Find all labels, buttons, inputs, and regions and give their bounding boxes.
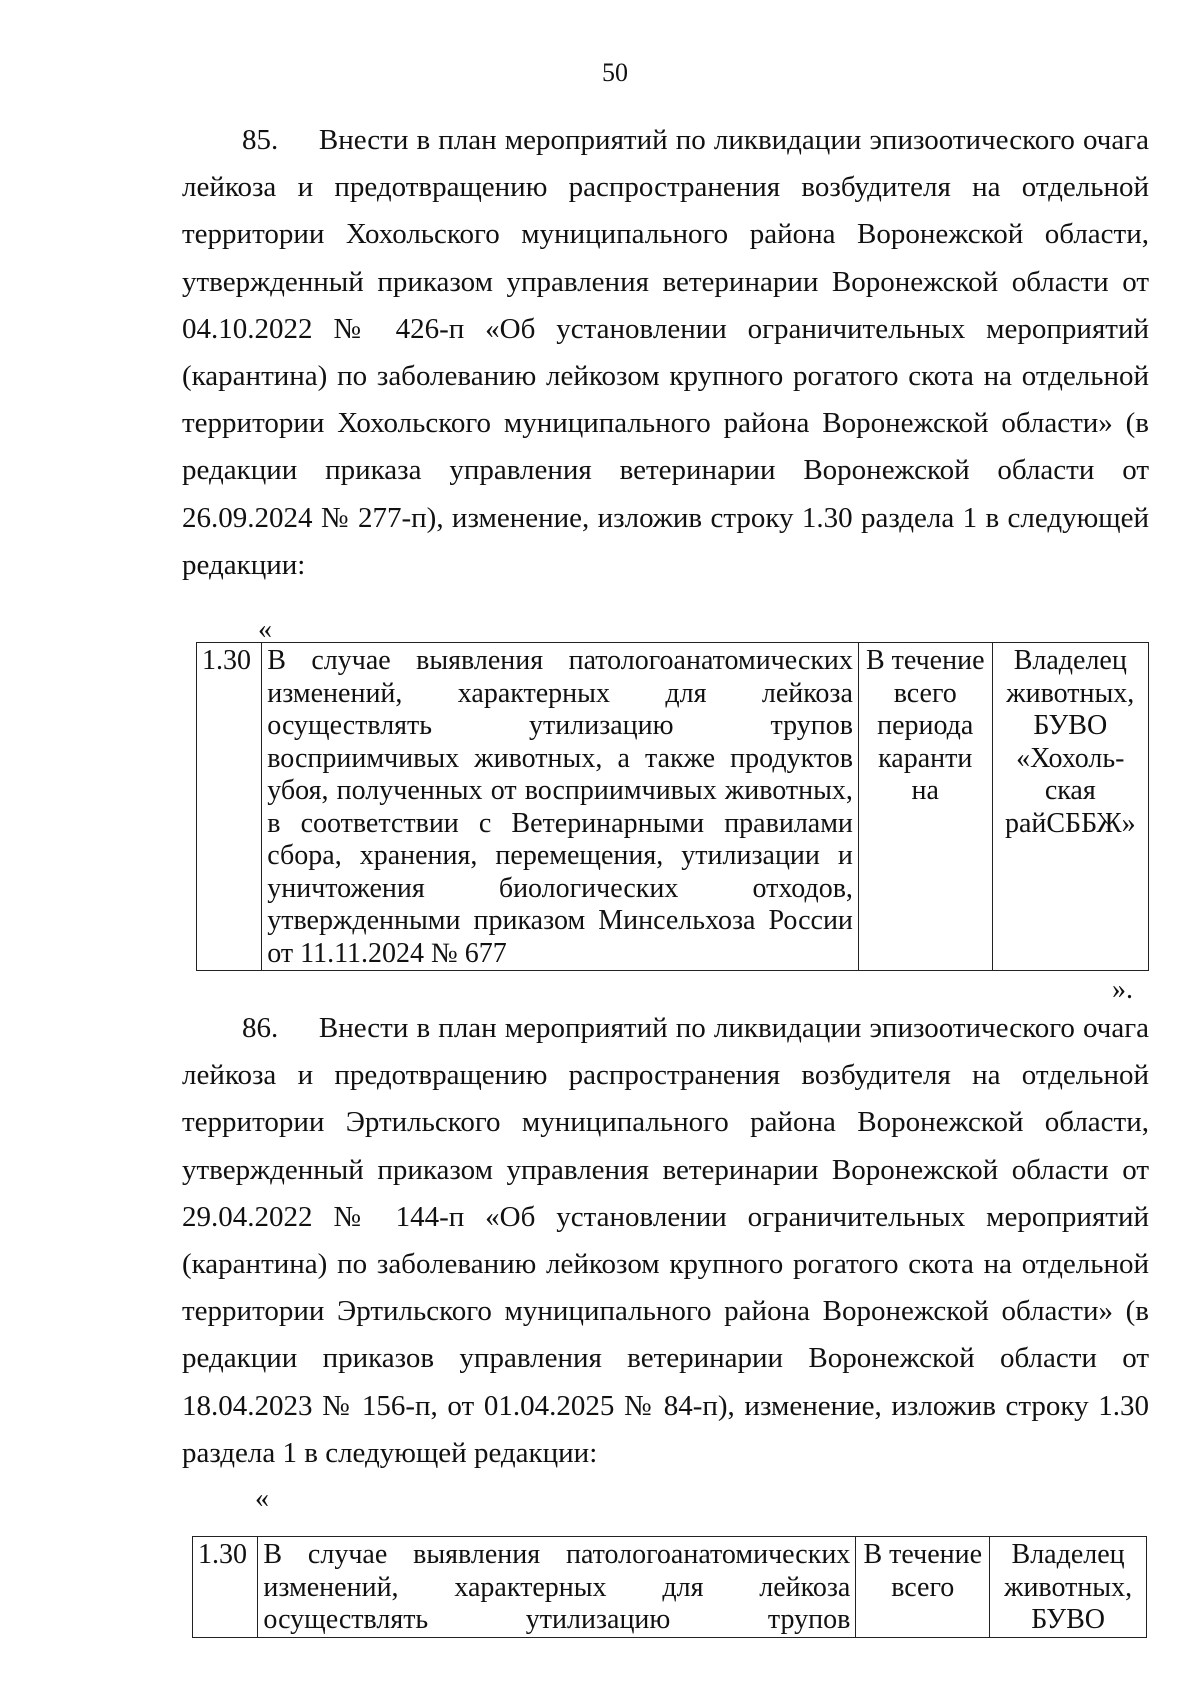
measure-text-cell: В случае выявления патологоанатомических изменений, характерных для лейкоза осуществлять утилизацию трупов bbox=[258, 1537, 856, 1638]
paragraph-86: 86. Внести в план мероприятий по ликвидации эпизоотического очага лейкоза и предотвращению распространения возбудителя на отдельной территории Эртильского муниципального района Воронежской области, утвержденный приказом управления ветеринарии Воронежской области от 29.04.2022 № 144-п «Об установлении ограничительных мероприятий (карантина) по заболеванию лейкозом крупного рогатого скота на отдельной территории Эртильского муниципального района Воронежской области» (в редакции приказов управления ветеринарии Воронежской области от 18.04.2023 № 156-п, от 01.04.2025 № 84-п), изменение, изложив строку 1.30 раздела 1 в следующей редакции: bbox=[182, 1012, 1149, 1469]
term-cell: В течение всего bbox=[856, 1537, 990, 1638]
page-number: 50 bbox=[602, 58, 628, 87]
table-row bbox=[197, 643, 1149, 971]
table-row bbox=[193, 1537, 1147, 1638]
row-number-cell: 1.30 bbox=[197, 643, 262, 971]
quote-open-2: « bbox=[255, 1483, 269, 1514]
responsible-cell: Владелец животных, БУВО «Хохоль-ская райСББЖ» bbox=[992, 643, 1148, 971]
responsible-cell: Владелец животных, БУВО bbox=[990, 1537, 1147, 1638]
row-number-cell: 1.30 bbox=[193, 1537, 258, 1638]
measure-text-cell: В случае выявления патологоанатомических изменений, характерных для лейкоза осуществлять утилизацию трупов восприимчивых животных, а также продуктов убоя, полученных от восприимчивых животных, в соответствии с Ветеринарными правилами сбора, хранения, перемещения, утилизации и уничтожения биологических отходов, утвержденными приказом Минсельхоза России от 11.11.2024 № 677 bbox=[262, 643, 859, 971]
quote-open-1: « bbox=[258, 614, 272, 645]
amendment-table-2 bbox=[192, 1536, 1147, 1638]
quote-close-1: ». bbox=[1112, 974, 1133, 1005]
paragraph-85: 85. Внести в план мероприятий по ликвидации эпизоотического очага лейкоза и предотвращению распространения возбудителя на отдельной территории Хохольского муниципального района Воронежской области, утвержденный приказом управления ветеринарии Воронежской области от 04.10.2022 № 426-п «Об установлении ограничительных мероприятий (карантина) по заболеванию лейкозом крупного рогатого скота на отдельной территории Хохольского муниципального района Воронежской области» (в редакции приказа управления ветеринарии Воронежской области от 26.09.2024 № 277-п), изменение, изложив строку 1.30 раздела 1 в следующей редакции: bbox=[182, 124, 1149, 581]
term-cell: В течение всего периода каранти на bbox=[858, 643, 992, 971]
amendment-table-1 bbox=[196, 642, 1149, 971]
